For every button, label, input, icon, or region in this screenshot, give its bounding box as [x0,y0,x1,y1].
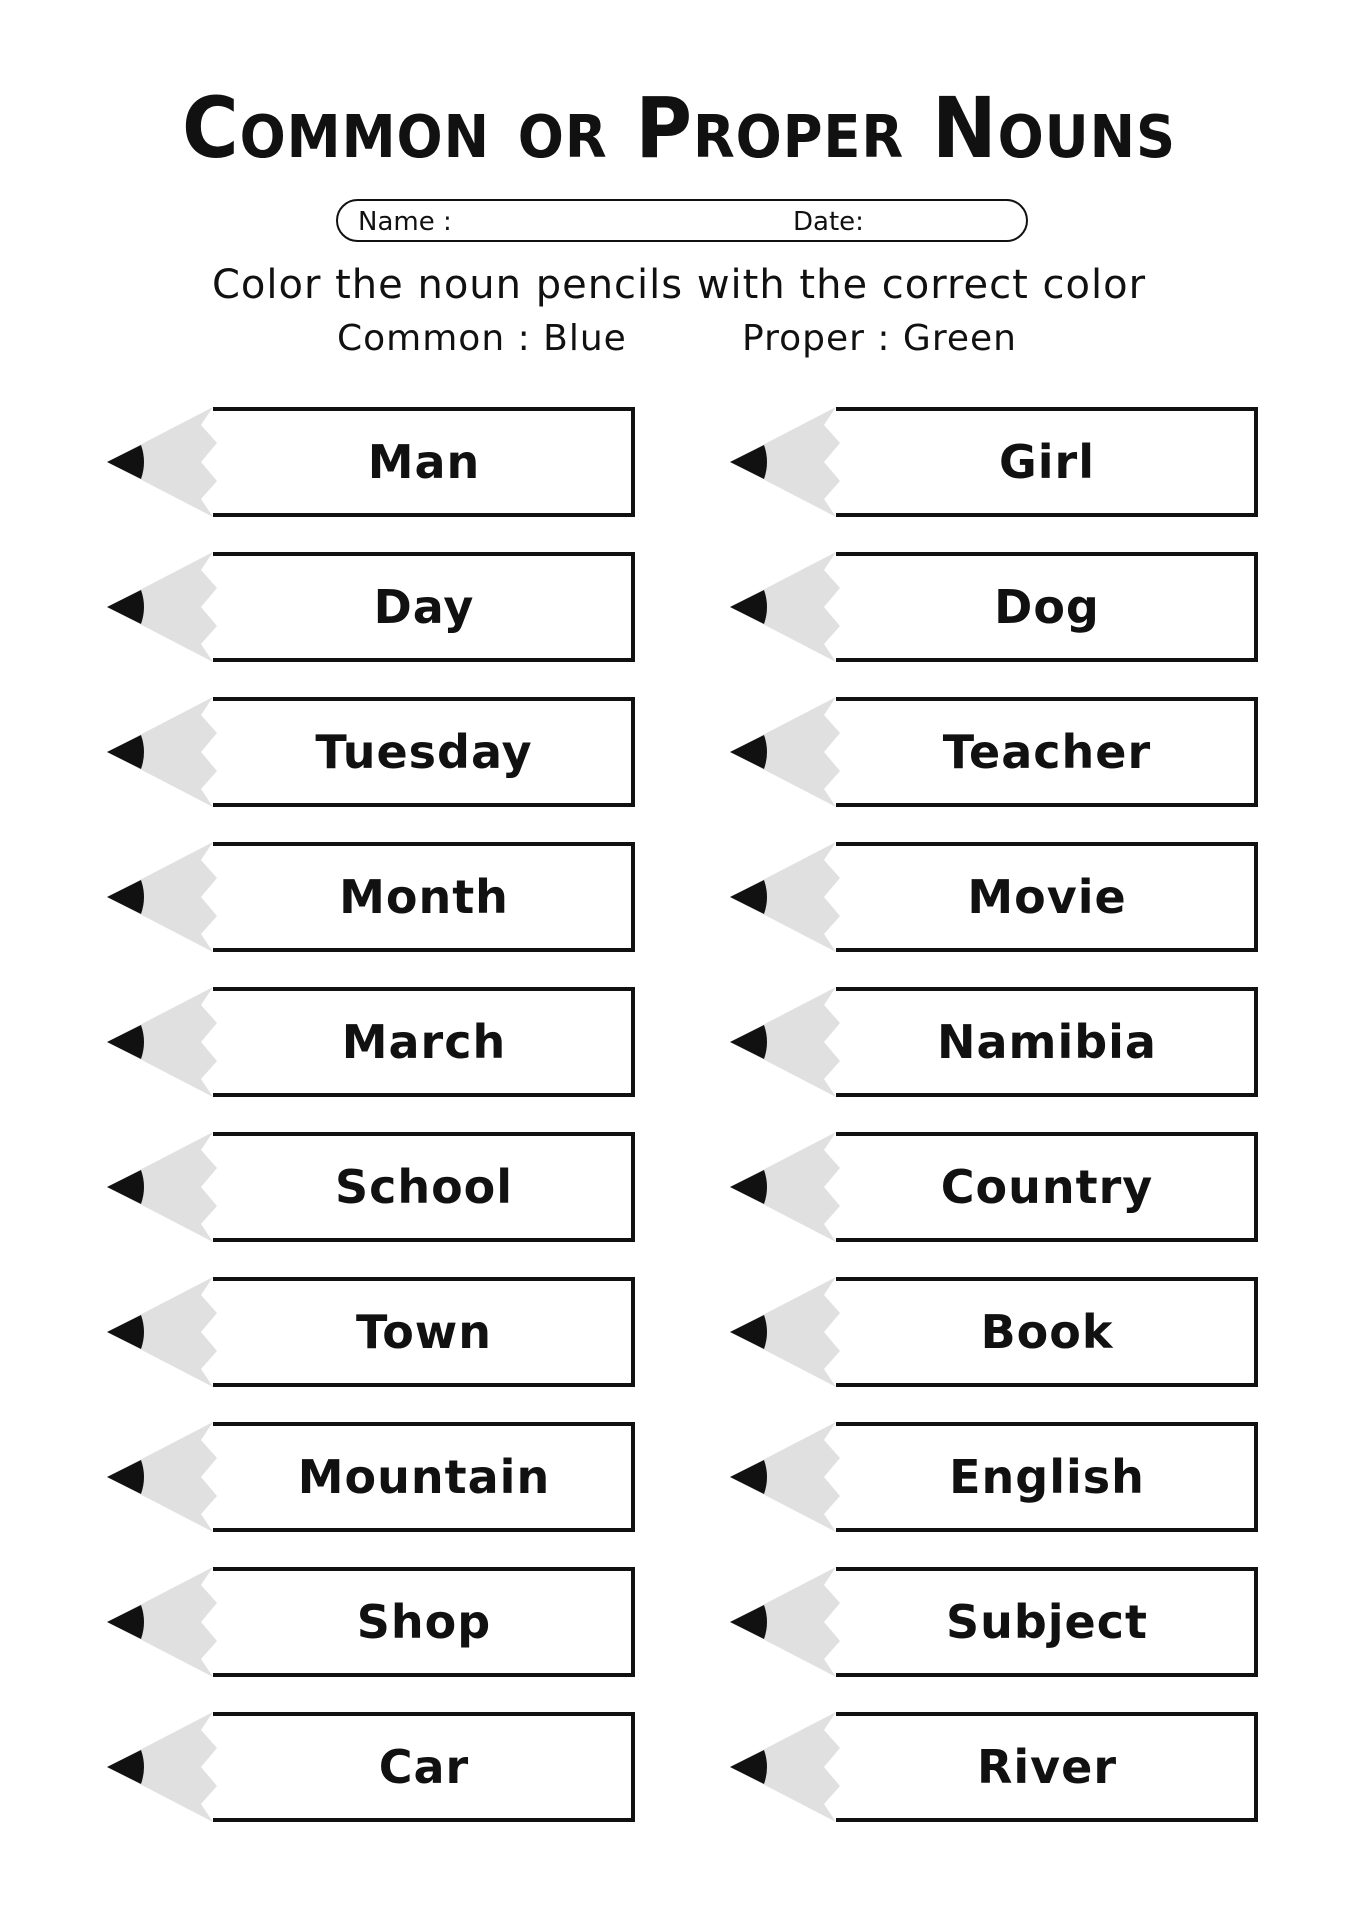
pencil-left-2[interactable] [105,552,635,662]
pencil-word: Dog [994,580,1100,634]
pencil-lead-tip [730,1750,767,1784]
pencil-word: River [976,1740,1118,1794]
pencil-word: Town [355,1305,493,1359]
pencil-right-7[interactable] [728,1277,1258,1387]
pencil-lead-tip [107,1025,144,1059]
pencil-word: Man [367,435,481,489]
pencil-right-2[interactable] [728,552,1258,662]
pencil-lead-tip [107,880,144,914]
pencil-word: Country [940,1160,1154,1214]
pencil-word: Namibia [937,1015,1157,1069]
pencil-lead-tip [107,1605,144,1639]
pencil-word: Mountain [297,1450,551,1504]
name-date-bar [336,199,1028,242]
pencil-word: Shop [356,1595,492,1649]
pencil-word: Tuesday [315,725,533,779]
pencil-word: Girl [999,435,1095,489]
pencil-left-6[interactable] [105,1132,635,1242]
date-field-label: Date: [793,207,864,237]
pencil-word: Movie [967,870,1127,924]
pencil-right-1[interactable] [728,407,1258,517]
pencil-lead-tip [107,445,144,479]
pencil-word: Day [373,580,475,634]
pencil-lead-tip [730,1315,767,1349]
instruction-text: Color the noun pencils with the correct color [211,262,1147,308]
legend-common: Common : Blue [337,318,627,359]
pencil-right-5[interactable] [728,987,1258,1097]
pencil-right-3[interactable] [728,697,1258,807]
pencil-lead-tip [730,1025,767,1059]
pencil-lead-tip [107,1315,144,1349]
pencil-word: Book [980,1305,1114,1359]
pencil-left-1[interactable] [105,407,635,517]
pencil-word: Car [378,1740,470,1794]
pencil-left-3[interactable] [105,697,635,807]
pencil-lead-tip [107,1460,144,1494]
pencil-word: School [334,1160,514,1214]
pencil-left-4[interactable] [105,842,635,952]
pencil-left-8[interactable] [105,1422,635,1532]
pencil-left-5[interactable] [105,987,635,1097]
pencil-left-9[interactable] [105,1567,635,1677]
pencil-right-4[interactable] [728,842,1258,952]
pencil-left-7[interactable] [105,1277,635,1387]
pencil-word: March [341,1015,507,1069]
pencil-lead-tip [730,735,767,769]
pencil-lead-tip [107,735,144,769]
pencil-right-10[interactable] [728,1712,1258,1822]
pencil-lead-tip [107,1750,144,1784]
pencil-lead-tip [730,1605,767,1639]
pencil-word: English [949,1450,1145,1504]
pencil-right-8[interactable] [728,1422,1258,1532]
pencil-lead-tip [107,590,144,624]
pencil-lead-tip [730,880,767,914]
pencil-lead-tip [730,1170,767,1204]
pencil-word: Teacher [942,725,1152,779]
pencil-right-6[interactable] [728,1132,1258,1242]
pencil-lead-tip [730,1460,767,1494]
legend-proper: Proper : Green [742,318,1017,359]
pencil-lead-tip [730,590,767,624]
pencil-word: Subject [945,1595,1149,1649]
worksheet-title: Common or Proper Nouns [181,79,1177,177]
pencil-left-10[interactable] [105,1712,635,1822]
pencil-word: Month [339,870,509,924]
pencil-lead-tip [107,1170,144,1204]
pencil-right-9[interactable] [728,1567,1258,1677]
pencil-lead-tip [730,445,767,479]
name-field-label: Name : [358,207,452,237]
